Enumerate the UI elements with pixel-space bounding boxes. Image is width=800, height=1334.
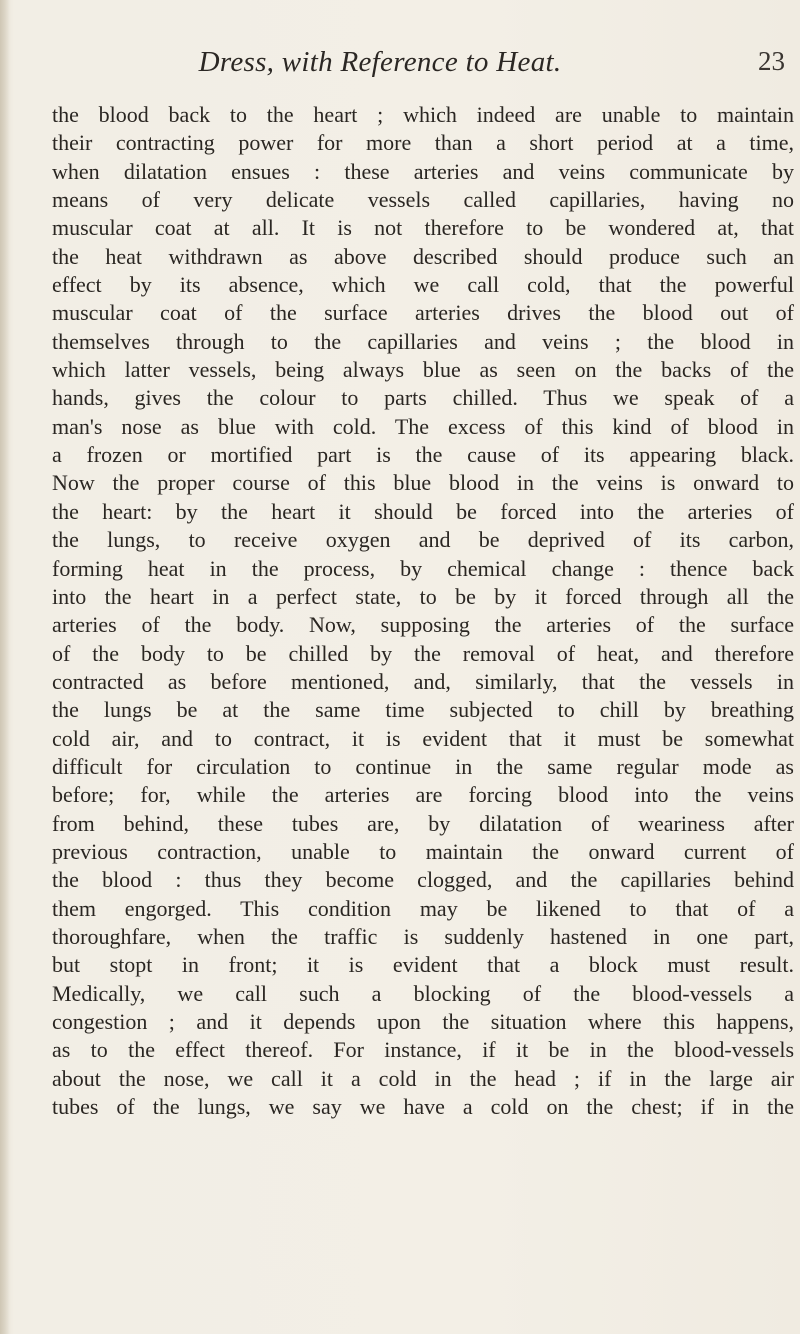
text-line: congestion ; and it depends upon the situation where this happens,: [52, 1009, 794, 1034]
text-line: the blood back to the heart ; which indeed are unable to maintain: [52, 102, 794, 127]
running-head-title: Dress, with Reference to Heat.: [198, 46, 562, 78]
text-line: tubes of the lungs, we say we have a cold on the chest; if in the: [52, 1094, 794, 1120]
text-line: the blood : thus they become clogged, and the capillaries behind: [52, 867, 794, 893]
text-line: thoroughfare, when the traffic is suddenly hastened in one part,: [52, 923, 794, 949]
text-line: as to the effect thereof. For instance, if it be in the blood-vessels: [52, 1037, 794, 1063]
text-line: but stopt in front; it is evident that a block must result.: [52, 952, 794, 978]
text-line: a frozen or mortified part is the cause of its appearing black.: [52, 442, 794, 468]
text-line: Now the proper course of this blue blood in the veins is onward to: [52, 470, 794, 496]
text-line: themselves through to the capillaries and veins ; the blood in: [52, 328, 794, 354]
text-line: forming heat in the process, by chemical change : thence back: [52, 555, 794, 581]
text-line: muscular coat at all. It is not therefore to be wondered at, that: [52, 215, 794, 241]
text-line: difficult for circulation to continue in the same regular mode as: [52, 753, 794, 779]
body-text: [52, 101, 794, 1121]
text-line: cold air, and to contract, it is evident that it must be somewhat: [52, 725, 794, 751]
text-line: muscular coat of the surface arteries drives the blood out of: [52, 300, 794, 326]
text-line: the heart: by the heart it should be forced into the arteries of: [52, 498, 794, 524]
text-line: the lungs be at the same time subjected to chill by breathing: [52, 697, 794, 723]
text-line: from behind, these tubes are, by dilatation of weariness after: [52, 810, 794, 836]
text-line: about the nose, we call it a cold in the head ; if in the large air: [52, 1065, 794, 1091]
text-line: the heat withdrawn as above described should produce such an: [52, 243, 794, 269]
text-line: before; for, while the arteries are forcing blood into the veins: [52, 782, 794, 808]
text-line: hands, gives the colour to parts chilled. Thus we speak of a: [52, 385, 794, 411]
text-line: when dilatation ensues : these arteries and veins communicate by: [52, 158, 794, 184]
text-line: their contracting power for more than a short period at a time,: [52, 130, 794, 156]
page-number: 23: [758, 46, 785, 76]
text-line: effect by its absence, which we call cold, that the powerful: [52, 272, 794, 298]
text-line: which latter vessels, being always blue as seen on the backs of the: [52, 357, 794, 383]
text-line: them engorged. This condition may be likened to that of a: [52, 895, 794, 921]
text-line: previous contraction, unable to maintain the onward current of: [52, 838, 794, 864]
text-line: contracted as before mentioned, and, similarly, that the vessels in: [52, 668, 794, 694]
text-line: of the body to be chilled by the removal of heat, and therefore: [52, 640, 794, 666]
text-line: man's nose as blue with cold. The excess of this kind of blood in: [52, 413, 794, 439]
text-line: into the heart in a perfect state, to be by it forced through all the: [52, 583, 794, 609]
text-line: means of very delicate vessels called capillaries, having no: [52, 187, 794, 213]
text-line: arteries of the body. Now, supposing the arteries of the surface: [52, 612, 794, 638]
text-line: the lungs, to receive oxygen and be deprived of its carbon,: [52, 527, 794, 553]
binding-shadow: [0, 0, 10, 1334]
text-line: Medically, we call such a blocking of the blood-vessels a: [52, 980, 794, 1006]
